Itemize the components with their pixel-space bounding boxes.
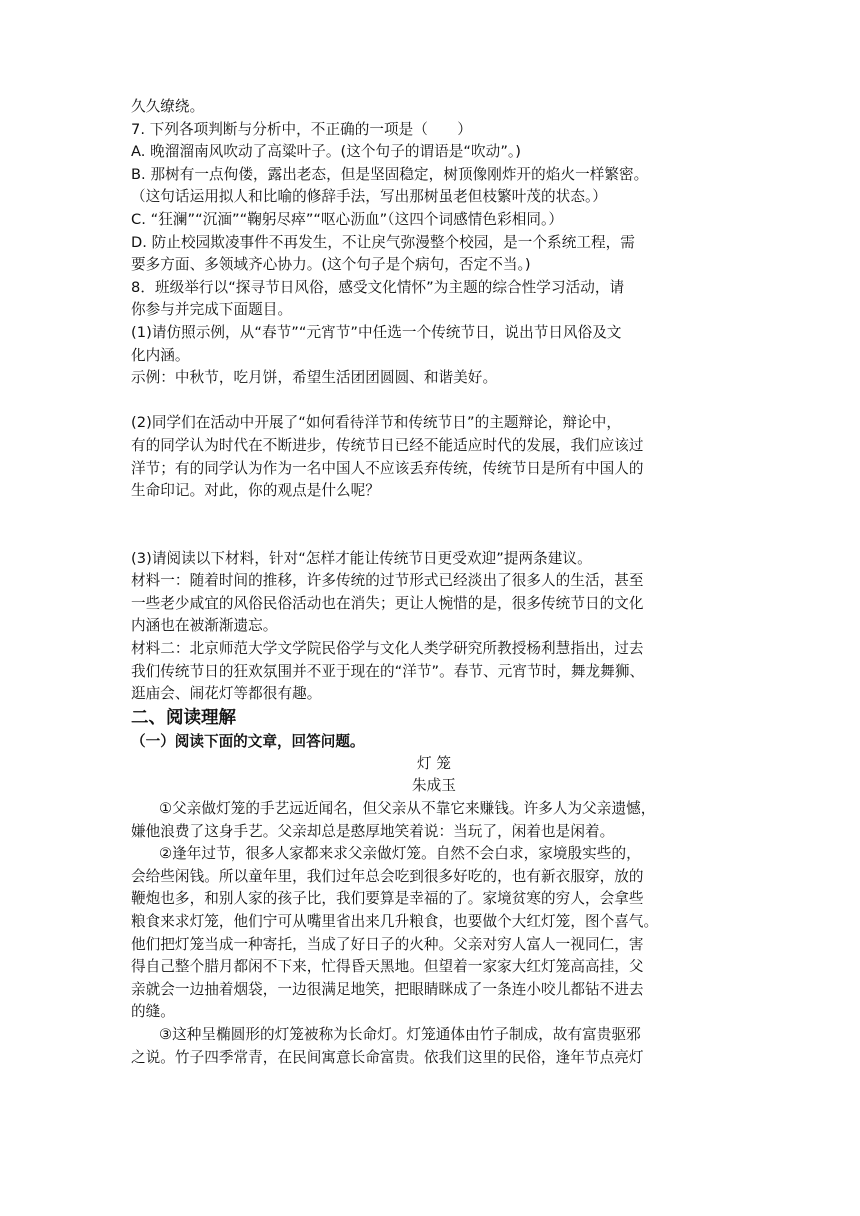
text-line: (1)请仿照示例，从“春节”“元宵节”中任选一个传统节日，说出节日风俗及文 xyxy=(131,323,622,341)
text-line: （这句话运用拟人和比喻的修辞手法，写出那树虽老但枝繁叶茂的状态。） xyxy=(131,188,607,206)
article-body xyxy=(131,798,737,1069)
text-line: 生命印记。对此，你的观点是什么呢？ xyxy=(131,482,380,500)
article-paragraph-line: 鞭炮也多，和别人家的孩子比，我们要算是幸福的了。家境贫寒的穷人，会拿些 xyxy=(131,890,644,908)
text-line: B. 那树有一点佝偻，露出老态，但是坚固稳定，树顶像刚炸开的焰火一样繁密。 xyxy=(131,165,649,183)
text-line: 一些老少咸宜的风俗民俗活动也在消失；更让人惋惜的是，很多传统节日的文化 xyxy=(131,594,644,612)
article-paragraph-line: 亲就会一边抽着烟袋，一边很满足地笑，把眼睛眯成了一条连小咬儿都钻不进去 xyxy=(131,980,644,998)
article-paragraph-line: ③这种呈椭圆形的灯笼被称为长命灯。灯笼通体由竹子制成，故有富贵驱邪 xyxy=(159,1025,641,1043)
article-author: 朱成玉 xyxy=(412,777,456,795)
question-8-2 xyxy=(131,412,737,502)
text-line: 8．班级举行以“探寻节日风俗，感受文化情怀”为主题的综合性学习活动，请 xyxy=(131,278,625,296)
answer-space-1 xyxy=(131,390,737,413)
text-line: 材料二：北京师范大学文学院民俗学与文化人类学研究所教授杨利慧指出，过去 xyxy=(131,640,644,658)
text-line: 示例：中秋节，吃月饼，希望生活团团圆圆、和谐美好。 xyxy=(131,369,498,387)
article-paragraph-line: ②逢年过节，很多人家都来求父亲做灯笼。自然不会白求，家境殷实些的， xyxy=(159,845,641,863)
text-line: 材料一：随着时间的推移，许多传统的过节形式已经淡出了很多人的生活，甚至 xyxy=(131,572,644,590)
article-paragraph-line: 粮食来求灯笼，他们宁可从嘴里省出来几升粮食，也要做个大红灯笼，图个喜气。 xyxy=(131,913,659,930)
question-8-3 xyxy=(131,548,737,706)
text-line: 你参与并完成下面题目。 xyxy=(131,301,293,319)
article-paragraph-line: 会给些闲钱。所以童年里，我们过年总会吃到很多好吃的，也有新衣服穿，放的 xyxy=(131,867,644,885)
text-line: 我们传统节日的狂欢氛围并不亚于现在的“洋节”。春节、元宵节时，舞龙舞狮、 xyxy=(131,662,645,680)
text-line: 洋节；有的同学认为作为一名中国人不应该丢弃传统，传统节日是所有中国人的 xyxy=(131,459,644,477)
article-paragraph-line: 的缝。 xyxy=(131,1003,175,1021)
text-line: 久久缭绕。 xyxy=(131,98,205,115)
article-paragraph-line: 嫌他浪费了这身手艺。父亲却总是憨厚地笑着说：当玩了，闲着也是闲着。 xyxy=(131,822,615,840)
text-line: 7. 下列各项判断与分析中，不正确的一项是（ ） xyxy=(131,120,472,138)
text-line: 要多方面、多领域齐心协力。(这个句子是个病句，否定不当。) xyxy=(131,256,531,274)
document-page xyxy=(131,96,737,1069)
question-block-7-8 xyxy=(131,96,737,390)
text-line: D. 防止校园欺凌事件不再发生，不让戾气弥漫整个校园，是一个系统工程，需 xyxy=(131,233,635,251)
text-line: 逛庙会、闹花灯等都很有趣。 xyxy=(131,685,322,703)
article-paragraph-line: 得自己整个腊月都闲不下来，忙得昏天黑地。但望着一家家大红灯笼高高挂，父 xyxy=(131,958,644,976)
article-paragraph-line: 他们把灯笼当成一种寄托，当成了好日子的火种。父亲对穷人富人一视同仁，害 xyxy=(131,935,644,953)
text-line: 内涵也在被渐渐遗忘。 xyxy=(131,617,278,635)
text-line: 化内涵。 xyxy=(131,346,190,364)
text-line: (2)同学们在活动中开展了“如何看待洋节和传统节日”的主题辩论，辩论中， xyxy=(131,414,622,432)
sub-title: （一）阅读下面的文章，回答问题。 xyxy=(131,732,365,750)
article-title: 灯 笼 xyxy=(417,754,451,772)
section-title: 二、阅读理解 xyxy=(131,707,236,728)
answer-space-2 xyxy=(131,503,737,548)
text-line: 有的同学认为时代在不断进步，传统节日已经不能适应时代的发展，我们应该过 xyxy=(131,436,644,454)
text-line: (3)请阅读以下材料，针对“怎样才能让传统节日更受欢迎”提两条建议。 xyxy=(131,549,592,567)
article-paragraph-line: 之说。竹子四季常青，在民间寓意长命富贵。依我们这里的民俗，逢年节点亮灯 xyxy=(131,1048,644,1066)
article-paragraph-line: ①父亲做灯笼的手艺远近闻名，但父亲从不靠它来赚钱。许多人为父亲遗憾， xyxy=(159,800,656,818)
text-line: C. “狂澜”“沉湎”“鞠躬尽瘁”“呕心沥血”（这四个词感情色彩相同。） xyxy=(131,210,563,228)
text-line: A. 晚溜溜南风吹动了高粱叶子。(这个句子的谓语是“吹动”。) xyxy=(131,143,522,161)
